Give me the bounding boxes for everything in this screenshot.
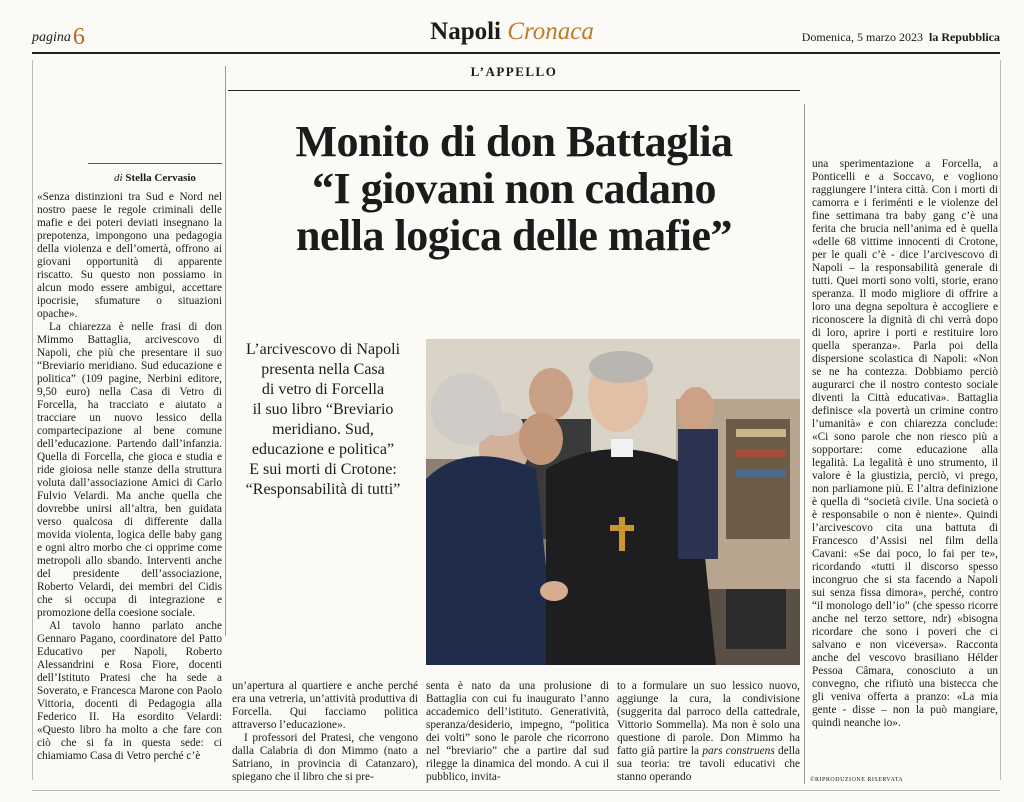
article-summary: L’arcivescovo di Napoli presenta nella Casa di vetro di Forcella il suo libro “Breviario meridiano. Sud, educazione e politica” E sui morti di Crotone: “Responsabilità di tutti” xyxy=(245,341,401,498)
article-photo xyxy=(426,339,800,665)
newspaper-logo: la Repubblica xyxy=(928,30,1000,44)
headline-line: nella logica delle mafie” xyxy=(296,211,732,260)
paragraph: to a formulare un suo lessico nuovo, aggiunge la cura, la condivisione (suggerita dal parroco della cattedrale, Vittorio Sommella). Ma non è solo una questione di parole. Don Mimmo ha fatto già partire la pars construens della sua teoria: tre tavoli educativi che stanno operando xyxy=(617,680,800,783)
byline-author: Stella Cervasio xyxy=(125,172,196,184)
paragraph: Al tavolo hanno parlato anche Gennaro Pagano, coordinatore del Patto Educativo per Napoli, Roberto Alessandrini e Rosa Fiore, docenti dell’Istituto Pratesi che ha sede a Soverato, e Francesca Marone con Paolo Vittoria, docenti di Pedagogia alla Federico II. Ha esordito Velardi: «Questo libro ha molto a che fare con ciò che si fa in questa sede: ci chiamiamo Casa di Vetro perché c’è xyxy=(37,620,222,762)
copyright-notice: ©RIPRODUZIONE RISERVATA xyxy=(810,777,904,783)
article-column-3 xyxy=(426,680,609,792)
city-name: Napoli xyxy=(430,18,502,45)
paragraph: La chiarezza è nelle frasi di don Mimmo Battaglia, arcivescovo di Napoli, che più che presentare il suo “Breviario meridiano. Sud educazione e politica” (109 pagine, Nerbini editore, 9,50 euro) nella Casa di Vetro di Forcella, ha tracciato e aiutato a tracciare un nuovo lessico della compartecipazione al bene comune dell’educazione. Partendo dall’infanzia. Quella di Forcella, che gioca e studia e ride gioiosa nelle stanze della struttura voluta dall’associazione Amici di Carlo Fulvio Velardi. Ma anche quella che dovrebbe unirsi all’altra, ben guidata verso qualcosa di differente dalla movida violenta, logica delle baby gang e ogni altro morbo che ci opprime come metropoli allo sbando. Interventi anche del presidente dell’associazione, Roberto Velardi, dei membri del Cidis che si occupa di integrazione e promozione della coesione sociale. xyxy=(37,321,222,619)
headline-line: Monito di don Battaglia xyxy=(295,117,733,166)
column-divider-right xyxy=(804,104,805,784)
headline-line: “I giovani non cadano xyxy=(312,164,716,213)
frame-right xyxy=(1000,60,1001,780)
byline-rule xyxy=(88,163,222,164)
byline: di Stella Cervasio xyxy=(114,172,196,184)
article-column-5 xyxy=(812,158,998,774)
article-column-4 xyxy=(617,680,800,792)
article-column-1 xyxy=(37,191,222,793)
column-divider-left xyxy=(225,66,226,636)
masthead-rule xyxy=(32,52,1000,54)
paragraph: una sperimentazione a Forcella, a Ponticelli e a Soccavo, e vogliono raggiungere l’intera città. Con i morti di camorra e i feriménti e le violenze del fine settimana tra baby gang c’è una ferita che brucia nell’anima ed è quella «delle 68 vittime innocenti di Crotone, per le quali c’è - dice l’arcivescovo di Napoli – la responsabilità generale di tutti. Quei morti sono volti, storie, erano speranza. Il modo migliore di offrire a loro una degna sepoltura è accogliere e riconoscere la dignità di chi verrà dopo di loro, aprire i porti e restituire loro quella speranza». Parla poi della dispersione scolastica di Napoli: «Non se ne ha contezza. Dobbiamo perciò augurarci che il nostro contesto sociale diventi la Città educativa». Battaglia definisce «la povertà un crimine contro l’umanità» e con chiarezza conclude: «Ci sono parole che non riesco più a sopportare: come educazione alla legalità. La legalità è uno strumento, il valore è la giustizia, perciò, vi prego, non parliamone più. E l’altra definizione è quella di “società civile. Una società o è responsabile o non è niente». Quindi l’arcivescovo cita una battuta di Francesco d’Assisi nel film della Cavani: «Se dai poco, lo fai per te», ricordando «tutti il discorso spesso incongruo che si sta facendo a Napoli sui senza fissa dimora», perché, contro “il monologo dell’io” (che spesso ricorre anche nel terzo settore, ndr) «bisogna ricordare che sono i poveri che ci salvano e non viceversa». Racconta anche del vescovo brasiliano Hélder Pessoa Câmara, conosciuto a un convegno, che rifiutò una bistecca che gli veniva offerta a pranzo: «La mia gente - disse – non la può mangiare, quindi neanche io». xyxy=(812,158,998,729)
kicker-rule xyxy=(228,90,800,91)
paragraph: un’apertura al quartiere e anche perché era una vetreria, un’attività produttiva di Forcella. Qui facciamo politica attraverso l’educazione». xyxy=(232,680,418,731)
page-number: 6 xyxy=(72,24,85,50)
paragraph: «Senza distinzioni tra Sud e Nord nel nostro paese le regole criminali delle mafie e dei poteri deviati insegnano la prepotenza, impongono una pedagogia della violenza e dell’omertà, offrono ai giovani opportunità di apparente riscatto. Su questo non possiamo in alcun modo essere ambigui, accettare ipocrisie, sfumature o situazioni opache». xyxy=(37,191,222,320)
issue-date: Domenica, 5 marzo 2023 xyxy=(801,30,923,44)
article-column-2 xyxy=(232,680,418,792)
article-headline xyxy=(228,118,800,259)
article-kicker: L’APPELLO xyxy=(470,64,558,79)
masthead-date-brand xyxy=(802,30,1000,45)
paragraph: senta è nato da una prolusione di Battaglia con cui fu inaugurato l’anno accademico dell’istituto. Generatività, speranza/desiderio, impegno, “politica dei volti” sono le parole che ricorrono nel “breviario” che a partire dal sud rilegge la dinamica del mondo. A cui il pubblico, invita- xyxy=(426,680,609,783)
paragraph: I professori del Pratesi, che vengono dalla Calabria di don Mimmo (nato a Satriano, in provincia di Catanzaro), spiegano che il libro che si pre- xyxy=(232,732,418,783)
frame-left xyxy=(32,60,33,780)
page-number-label: pagina6 xyxy=(32,24,85,50)
section-name: Cronaca xyxy=(507,18,594,45)
